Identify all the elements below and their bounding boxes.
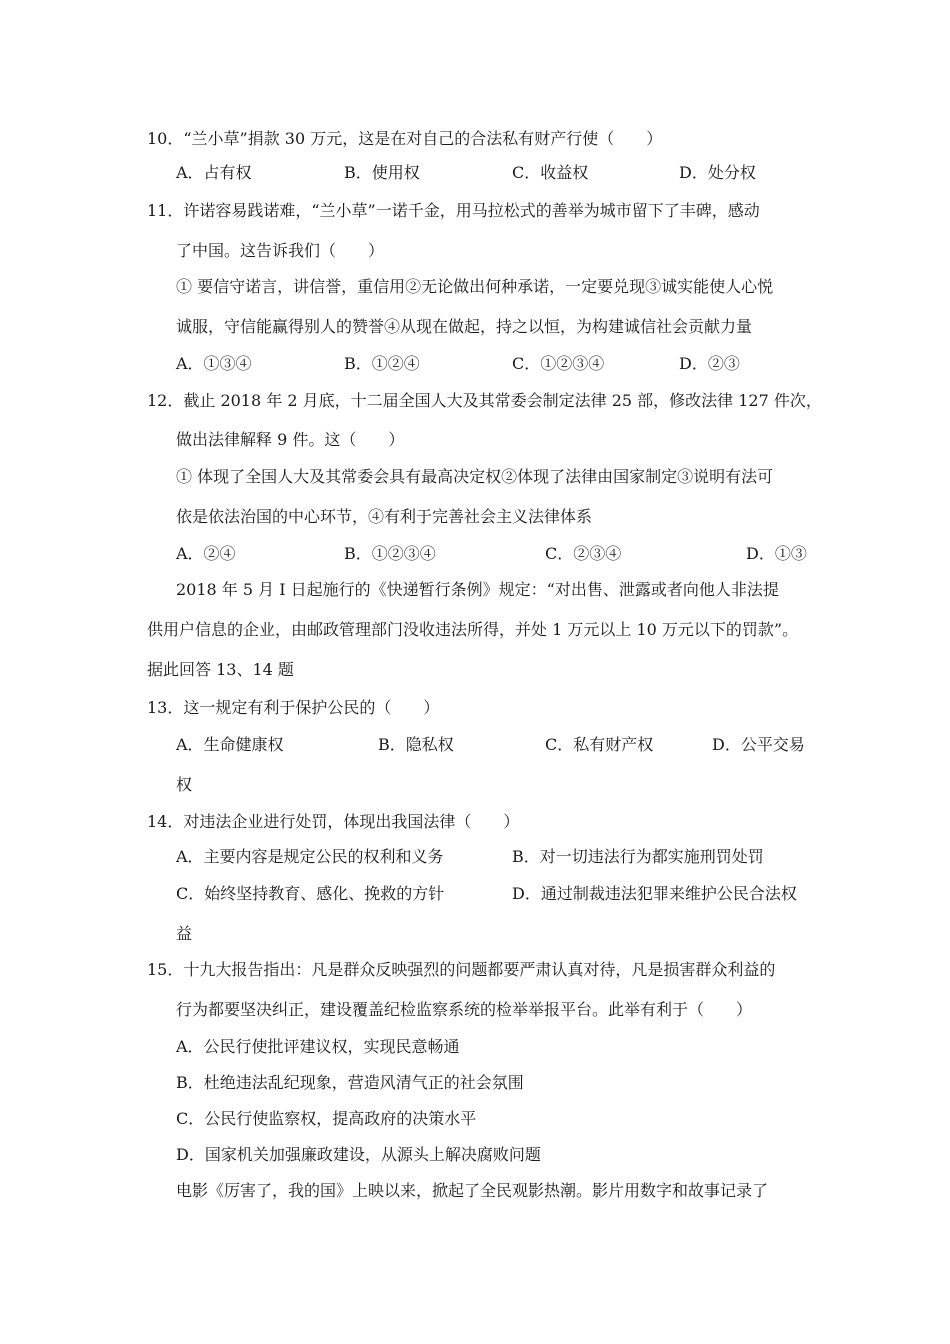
question-12-option-d: D．①③ (746, 544, 807, 563)
question-12-stem-line-2: 做出法律解释 9 件。这（ ） (176, 430, 405, 449)
question-14-option-c: C．始终坚持教育、感化、挽救的方针 (176, 884, 445, 903)
material-13-14-line-1: 2018 年 5 月 I 日起施行的《快递暂行条例》规定：“对出售、泄露或者向他人非法提 (176, 580, 779, 599)
question-11-stem-line-2: 了中国。这告诉我们（ ） (176, 241, 385, 260)
question-13-option-b: B．隐私权 (378, 735, 454, 754)
question-11-statements-line-1: ① 要信守诺言，讲信誉，重信用②无论做出何种承诺，一定要兑现③诚实能使人心悦 (176, 277, 774, 296)
material-16-line-1: 电影《厉害了，我的国》上映以来，掀起了全民观影热潮。影片用数字和故事记录了 (176, 1181, 769, 1200)
question-12-option-c: C．②③④ (545, 544, 622, 563)
question-12-stem-line-1: 12．截止 2018 年 2 月底，十二届全国人大及其常委会制定法律 25 部，修改法律 127 件次， (147, 391, 822, 410)
question-15-option-c: C．公民行使监察权，提高政府的决策水平 (176, 1109, 477, 1128)
material-13-14-line-3: 据此回答 13、14 题 (147, 660, 294, 679)
question-11-option-d: D．②③ (679, 354, 740, 373)
question-11-option-b: B．①②④ (344, 354, 420, 373)
question-11-stem-line-1: 11．许诺容易践诺难，“兰小草”一诺千金，用马拉松式的善举为城市留下了丰碑，感动 (147, 201, 760, 220)
question-13-option-c: C．私有财产权 (545, 735, 654, 754)
question-13-option-d: D．公平交易 (712, 735, 805, 754)
question-13-stem: 13．这一规定有利于保护公民的（ ） (147, 698, 440, 717)
question-11-option-a: A．①③④ (176, 354, 252, 373)
question-12-option-b: B．①②③④ (344, 544, 436, 563)
material-13-14-line-2: 供用户信息的企业，由邮政管理部门没收违法所得，并处 1 万元以上 10 万元以下的罚款”。 (147, 620, 799, 639)
question-15-stem-line-2: 行为都要坚决纠正，建设覆盖纪检监察系统的检举举报平台。此举有利于（ ） (176, 1000, 753, 1019)
question-15-stem-line-1: 15．十九大报告指出：凡是群众反映强烈的问题都要严肃认真对待，凡是损害群众利益的 (147, 960, 776, 979)
question-15-option-b: B．杜绝违法乱纪现象，营造风清气正的社会氛围 (176, 1073, 524, 1092)
question-10-option-a: A．占有权 (176, 163, 252, 182)
question-10-option-d: D．处分权 (679, 163, 756, 182)
question-12-option-a: A．②④ (176, 544, 236, 563)
question-10-option-b: B．使用权 (344, 163, 420, 182)
question-14-option-d: D．通过制裁违法犯罪来维护公民合法权 (512, 884, 797, 903)
question-10-option-c: C．收益权 (512, 163, 589, 182)
question-13-option-a: A．生命健康权 (176, 735, 284, 754)
question-11-option-c: C．①②③④ (512, 354, 605, 373)
question-14-option-d-wrap: 益 (176, 924, 193, 943)
question-12-statements-line-1: ① 体现了全国人大及其常委会具有最高决定权②体现了法律由国家制定③说明有法可 (176, 467, 774, 486)
question-15-option-a: A．公民行使批评建议权，实现民意畅通 (176, 1037, 460, 1056)
question-10-stem: 10．“兰小草”捐款 30 万元，这是在对自己的合法私有财产行使（ ） (147, 129, 663, 148)
question-12-statements-line-2: 依是依法治国的中心环节，④有利于完善社会主义法律体系 (176, 507, 593, 526)
question-15-option-d: D．国家机关加强廉政建设，从源头上解决腐败问题 (176, 1145, 541, 1164)
question-14-option-b: B．对一切违法行为都实施刑罚处罚 (512, 847, 764, 866)
question-14-option-a: A．主要内容是规定公民的权利和义务 (176, 847, 444, 866)
question-13-option-d-wrap: 权 (176, 775, 193, 794)
question-14-stem: 14．对违法企业进行处罚，体现出我国法律（ ） (147, 812, 520, 831)
question-11-statements-line-2: 诚服，守信能赢得别人的赞誉④从现在做起，持之以恒，为构建诚信社会贡献力量 (176, 317, 753, 336)
